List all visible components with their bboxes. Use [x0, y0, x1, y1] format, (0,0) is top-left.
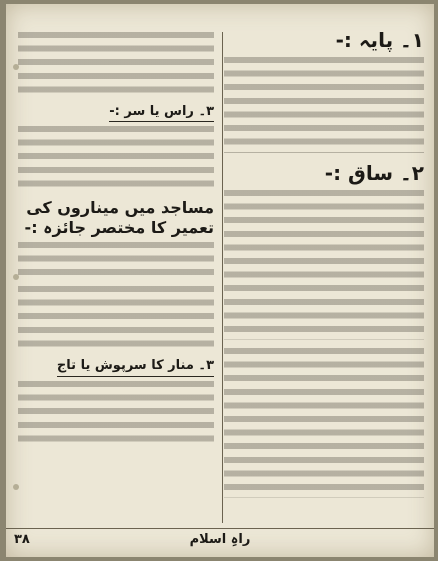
- paragraph-paya: [224, 57, 424, 153]
- paragraph-saq-1: [224, 190, 424, 340]
- column-divider: [222, 32, 223, 523]
- right-column: [224, 28, 424, 527]
- heading-raas-text: ۳۔ راس یا سر :-: [109, 104, 214, 122]
- publication-name: راہِ اسلام: [189, 532, 251, 547]
- left-column: [18, 28, 214, 527]
- paragraph-tameer-1: [18, 242, 214, 278]
- paragraph-intro: [18, 32, 214, 96]
- heading-sarposh: [18, 358, 214, 376]
- paragraph-saq-2: [224, 348, 424, 498]
- magazine-page: [6, 4, 434, 557]
- heading-tameer: مساجد میں میناروں کی تعمیر کا مختصر جائزہ :-: [24, 198, 214, 238]
- heading-sarposh-text: ۳۔ منار کا سرپوش یا تاج: [57, 358, 214, 376]
- paragraph-tameer-2: [18, 286, 214, 350]
- heading-saq: ۲۔ ساق :-: [324, 161, 424, 185]
- heading-paya: ۱۔ پایہ :-: [335, 28, 424, 52]
- page-number: ۳۸: [14, 532, 30, 547]
- heading-raas: [18, 104, 214, 122]
- paragraph-raas: [18, 126, 214, 190]
- page-footer: [6, 528, 434, 551]
- paragraph-sarposh: [18, 381, 214, 445]
